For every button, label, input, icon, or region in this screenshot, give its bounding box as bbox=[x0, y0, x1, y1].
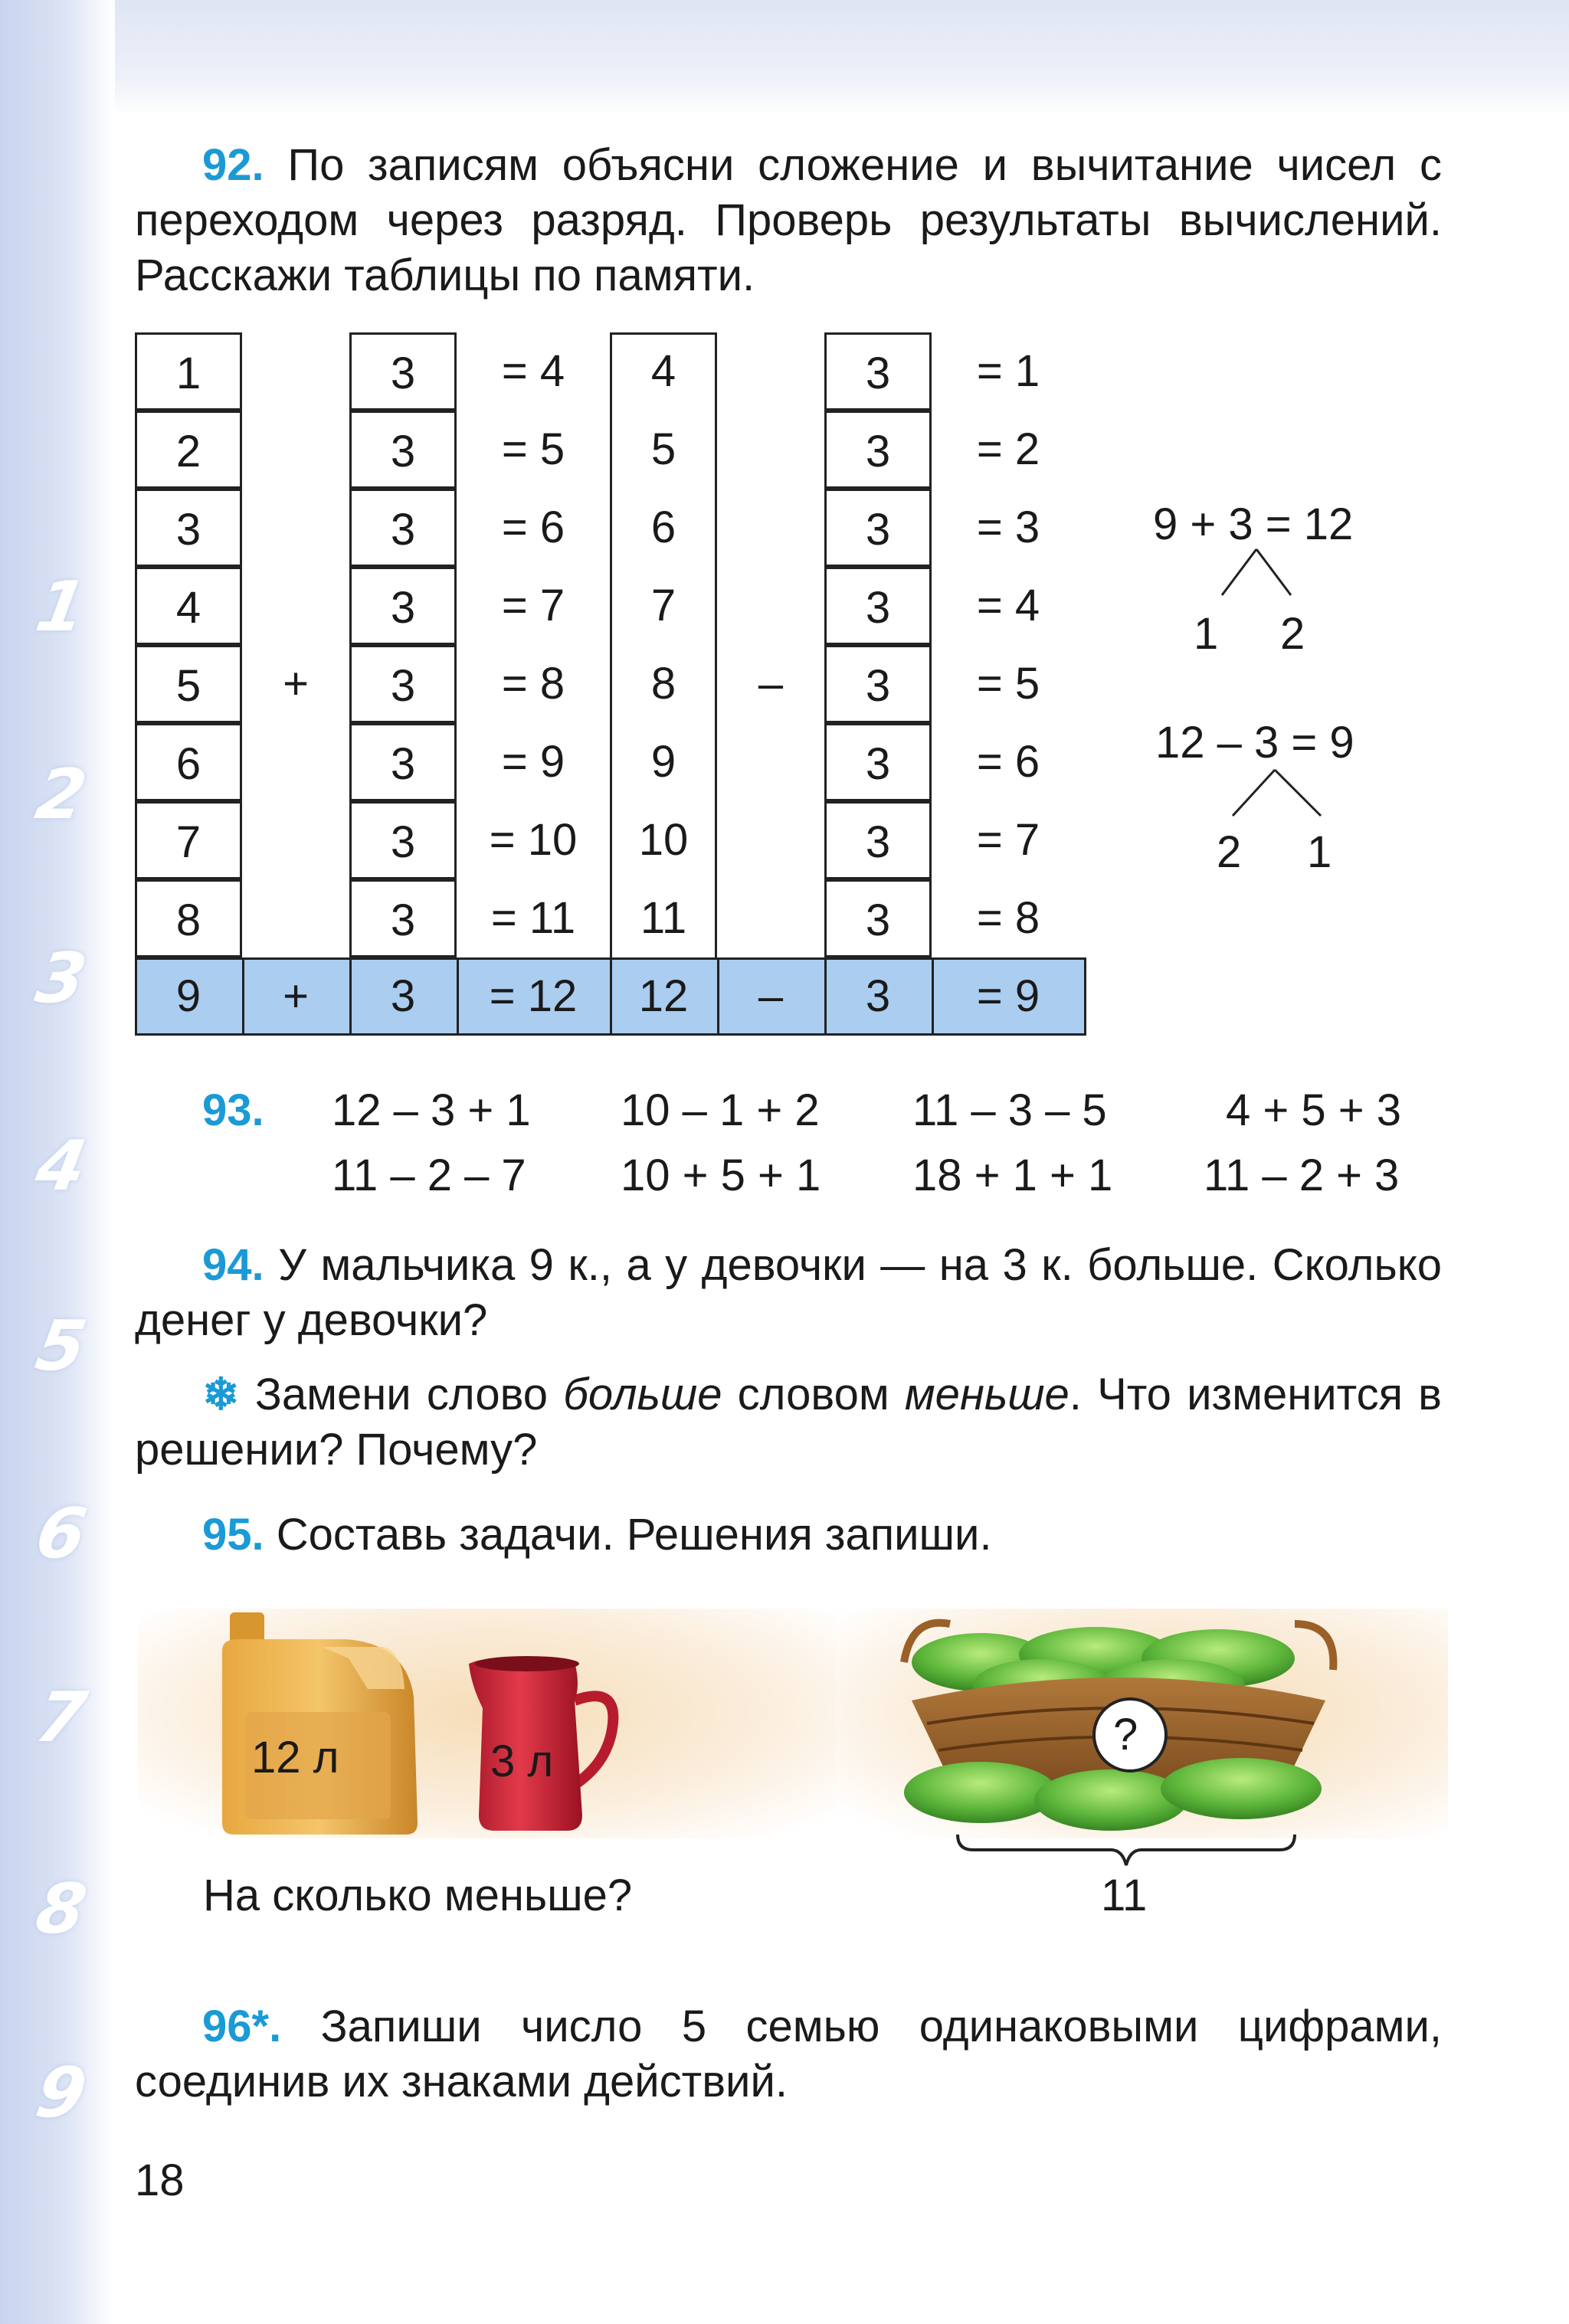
row-divider bbox=[932, 957, 934, 1036]
emphasis-word: меньше bbox=[904, 1370, 1069, 1419]
plus-sign bbox=[242, 801, 349, 879]
addend-cell: 3 bbox=[349, 645, 457, 723]
plus-sign: + bbox=[283, 659, 309, 709]
minus-sign bbox=[717, 723, 824, 801]
plus-sign bbox=[242, 879, 349, 957]
minus-sign bbox=[717, 567, 824, 645]
expression: 11 – 2 – 7 bbox=[332, 1151, 526, 1200]
row-divider bbox=[717, 957, 719, 1036]
plus-sign bbox=[242, 332, 349, 411]
snowflake-icon: ❄ bbox=[202, 1370, 240, 1419]
subtrahend-cell: 3 bbox=[824, 567, 932, 645]
side-digit: 1 bbox=[30, 567, 93, 647]
minuend-cell: 10 bbox=[638, 815, 689, 865]
extra-text: Замени слово bbox=[254, 1370, 564, 1419]
difference-result: = 5 bbox=[976, 659, 1040, 709]
addend-cell: 3 bbox=[349, 567, 457, 645]
difference-result: = 9 bbox=[976, 971, 1040, 1021]
plus-sign bbox=[242, 723, 349, 801]
sum-result: = 9 bbox=[501, 737, 565, 787]
column-border bbox=[610, 332, 612, 957]
exercise-95-text bbox=[135, 1507, 1442, 1563]
expression: 11 – 3 – 5 bbox=[912, 1085, 1107, 1135]
addend-cell: 3 bbox=[349, 411, 457, 489]
subtrahend-cell: 3 bbox=[824, 645, 932, 723]
difference-result: = 7 bbox=[976, 815, 1040, 865]
extra-text: . Что изменится в решении? Почему? bbox=[135, 1370, 1442, 1475]
addend-cell: 5 bbox=[135, 645, 242, 723]
minus-sign bbox=[717, 411, 824, 489]
column-border bbox=[610, 332, 717, 335]
top-band bbox=[0, 0, 1569, 115]
exercise-text: Составь задачи. Решения запиши. bbox=[276, 1510, 992, 1560]
minuend-cell: 9 bbox=[650, 737, 676, 787]
subtrahend-cell: 3 bbox=[824, 723, 932, 801]
scheme-subtraction-left: 2 bbox=[1217, 827, 1242, 877]
question-mark: ? bbox=[1113, 1710, 1138, 1759]
exercise-96-text bbox=[135, 1999, 1442, 2110]
difference-result: = 8 bbox=[976, 893, 1040, 943]
plus-sign bbox=[242, 411, 349, 489]
row-divider bbox=[824, 957, 827, 1036]
subtrahend-cell: 3 bbox=[824, 332, 932, 411]
scheme-addition-lines bbox=[1195, 545, 1318, 599]
addend-cell: 2 bbox=[135, 411, 242, 489]
side-digit: 4 bbox=[30, 1126, 93, 1206]
sum-result: = 8 bbox=[501, 659, 565, 709]
addend-cell: 4 bbox=[135, 567, 242, 645]
difference-result: = 1 bbox=[976, 346, 1040, 396]
side-digit: 6 bbox=[30, 1494, 93, 1574]
addend-cell: 3 bbox=[349, 723, 457, 801]
minus-sign bbox=[717, 801, 824, 879]
sum-result: = 11 bbox=[490, 893, 576, 943]
expression: 10 + 5 + 1 bbox=[621, 1151, 821, 1200]
exercise-number: 96*. bbox=[202, 2002, 282, 2051]
side-digit: 5 bbox=[30, 1306, 93, 1386]
sum-result: = 4 bbox=[501, 346, 565, 396]
subtrahend-cell: 3 bbox=[824, 489, 932, 567]
subtrahend-cell: 3 bbox=[865, 971, 891, 1021]
minuend-cell: 6 bbox=[650, 502, 676, 552]
exercise-text: Запиши число 5 семью одинаковыми цифрами, соединив их знаками действий. bbox=[135, 2002, 1442, 2106]
minuend-cell: 5 bbox=[650, 424, 676, 474]
minus-sign bbox=[717, 489, 824, 567]
exercise-92-text bbox=[135, 138, 1442, 303]
expression: 18 + 1 + 1 bbox=[912, 1151, 1113, 1200]
minuend-cell: 11 bbox=[640, 893, 687, 943]
subtrahend-cell: 3 bbox=[824, 801, 932, 879]
subtrahend-cell: 3 bbox=[824, 879, 932, 957]
exercise-94-extra bbox=[135, 1367, 1442, 1478]
addend-cell: 3 bbox=[349, 879, 457, 957]
scheme-addition-equation: 9 + 3 = 12 bbox=[1153, 499, 1354, 549]
addend-cell: 8 bbox=[135, 879, 242, 957]
exercise-number: 94. bbox=[202, 1240, 264, 1290]
exercise-text: По записям объясни сложение и вычитание чисел с переходом через разряд. Проверь результаты вычислений. Расскажи таблицы по памяти. bbox=[135, 140, 1442, 300]
side-digit: 3 bbox=[30, 938, 93, 1019]
emphasis-word: больше bbox=[563, 1370, 722, 1419]
expression: 12 – 3 + 1 bbox=[332, 1085, 531, 1135]
side-digit: 9 bbox=[30, 2053, 93, 2133]
minuend-cell: 7 bbox=[650, 581, 676, 630]
minus-sign: – bbox=[758, 659, 784, 709]
row-divider bbox=[242, 957, 244, 1036]
plus-sign bbox=[242, 567, 349, 645]
page-number: 18 bbox=[135, 2155, 185, 2205]
sum-result: = 7 bbox=[501, 581, 565, 630]
row-divider bbox=[610, 957, 612, 1036]
addend-cell: 3 bbox=[349, 332, 457, 411]
row-divider bbox=[349, 957, 352, 1036]
column-border bbox=[715, 332, 717, 957]
difference-result: = 2 bbox=[976, 424, 1040, 474]
canister-icon bbox=[215, 1605, 429, 1838]
minus-sign bbox=[717, 879, 824, 957]
plus-sign bbox=[242, 489, 349, 567]
scheme-subtraction-lines bbox=[1221, 766, 1344, 820]
sum-result: = 12 bbox=[489, 971, 578, 1021]
question-left: На сколько меньше? bbox=[203, 1871, 633, 1920]
addend-cell: 1 bbox=[135, 332, 242, 411]
total-label: 11 bbox=[1101, 1871, 1148, 1920]
addend-cell: 9 bbox=[175, 971, 201, 1021]
difference-result: = 3 bbox=[976, 502, 1040, 552]
minuend-cell: 4 bbox=[650, 346, 676, 396]
exercise-number: 95. bbox=[202, 1510, 264, 1560]
side-digit: 8 bbox=[30, 1869, 93, 1949]
scheme-addition-left: 1 bbox=[1194, 609, 1219, 659]
difference-result: = 4 bbox=[976, 581, 1040, 630]
expression: 4 + 5 + 3 bbox=[1226, 1085, 1401, 1135]
canister-label: 12 л bbox=[251, 1733, 339, 1782]
scheme-subtraction-equation: 12 – 3 = 9 bbox=[1155, 718, 1354, 768]
row-divider bbox=[457, 957, 459, 1036]
sum-result: = 5 bbox=[501, 424, 565, 474]
side-band bbox=[0, 0, 115, 2324]
side-digit: 7 bbox=[30, 1678, 93, 1758]
difference-result: = 6 bbox=[976, 737, 1040, 787]
minuend-cell: 8 bbox=[650, 659, 676, 709]
exercise-94-text bbox=[135, 1238, 1442, 1348]
addend-cell: 6 bbox=[135, 723, 242, 801]
scheme-subtraction-right: 1 bbox=[1307, 827, 1332, 877]
addend-cell: 3 bbox=[390, 971, 416, 1021]
minuend-cell: 12 bbox=[638, 971, 689, 1021]
exercise-number: 92. bbox=[202, 140, 264, 190]
minus-sign: – bbox=[758, 971, 784, 1021]
exercise-text: У мальчика 9 к., а у девочки — на 3 к. больше. Сколько денег у девочки? bbox=[135, 1240, 1442, 1345]
addend-cell: 3 bbox=[349, 489, 457, 567]
plus-sign: + bbox=[283, 971, 309, 1021]
subtrahend-cell: 3 bbox=[824, 411, 932, 489]
expression: 10 – 1 + 2 bbox=[621, 1085, 820, 1135]
minus-sign bbox=[717, 332, 824, 411]
sum-result: = 6 bbox=[501, 502, 565, 552]
extra-text: словом bbox=[722, 1370, 905, 1419]
sum-result: = 10 bbox=[489, 815, 578, 865]
scheme-addition-right: 2 bbox=[1280, 609, 1305, 659]
brace-icon bbox=[954, 1831, 1299, 1869]
addend-cell: 7 bbox=[135, 801, 242, 879]
exercise-number: 93. bbox=[202, 1085, 264, 1135]
addend-cell: 3 bbox=[349, 801, 457, 879]
addend-cell: 3 bbox=[135, 489, 242, 567]
expression: 11 – 2 + 3 bbox=[1204, 1151, 1400, 1200]
side-digit: 2 bbox=[30, 754, 93, 835]
jug-label: 3 л bbox=[490, 1736, 554, 1786]
